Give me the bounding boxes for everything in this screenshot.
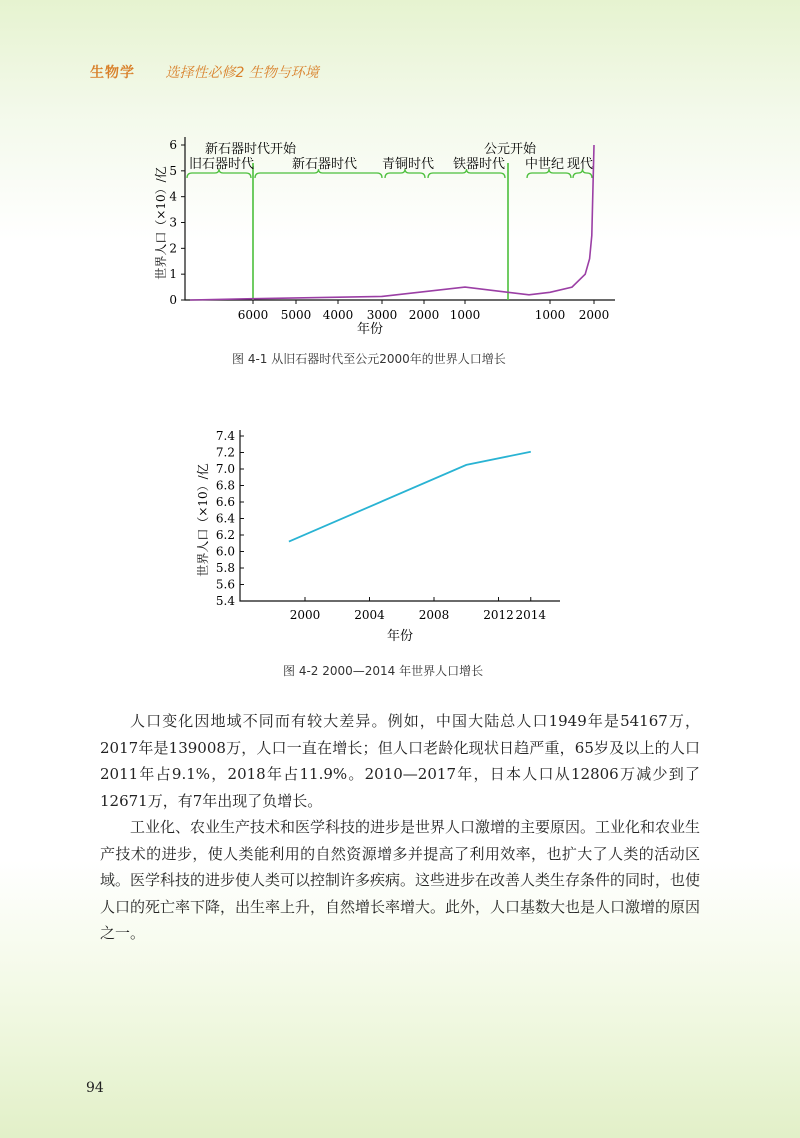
fig1-y-tick-label: 6 bbox=[169, 138, 177, 152]
figure-4-2 bbox=[0, 420, 800, 650]
fig1-y-tick-label: 5 bbox=[169, 163, 177, 178]
figure-4-1-caption: 图 4-1 从旧石器时代至公元2000年的世界人口增长 bbox=[232, 352, 506, 366]
fig2-y-axis-label: 世界人口（×10）/亿 bbox=[196, 463, 210, 577]
fig1-x-ticks bbox=[238, 300, 610, 322]
fig1-y-tick-label: 1 bbox=[169, 267, 177, 282]
era-modern: 现代 bbox=[567, 157, 594, 172]
fig2-population-line bbox=[289, 452, 531, 542]
fig2-y-tick-label: 6.6 bbox=[215, 495, 235, 509]
paragraph: 工业化、农业生产技术和医学科技的进步是世界人口激增的主要原因。工业化和农业生产技术的进步，使人类能利用的自然资源增多并提高了利用效率，也扩大了人类的活动区域。医学科技的进步使人类可以控制许多疾病。这些进步在改善人类生存条件的同时，也使人口的死亡率下降，出生率上升，自然增长率增大。此外，人口基数大也是人口激增的原因之一。 bbox=[100, 818, 701, 942]
fig2-y-tick-label: 6.4 bbox=[215, 511, 235, 526]
era-medieval: 中世纪 bbox=[525, 157, 565, 172]
fig2-y-tick-label: 5.4 bbox=[215, 594, 235, 608]
fig2-y-tick-label: 7.0 bbox=[215, 462, 235, 476]
fig2-y-tick-label: 6.8 bbox=[215, 478, 235, 493]
fig2-x-tick-label: 2012 bbox=[483, 608, 514, 622]
fig1-y-tick-label: 2 bbox=[169, 241, 177, 256]
fig1-y-tick-label: 4 bbox=[169, 189, 177, 204]
fig1-y-axis-label: 世界人口（×10）/亿 bbox=[154, 166, 168, 280]
page-number: 94 bbox=[86, 1080, 104, 1096]
fig1-x-tick-label: 4000 bbox=[322, 308, 354, 322]
fig1-x-tick-label: 5000 bbox=[280, 308, 312, 322]
figure-4-2-caption: 图 4-2 2000—2014 年世界人口增长 bbox=[283, 664, 484, 678]
module-title: 选择性必修2 生物与环境 bbox=[165, 65, 319, 81]
body-text bbox=[100, 708, 700, 947]
fig2-x-tick-label: 2004 bbox=[354, 608, 385, 622]
fig1-x-tick-label: 6000 bbox=[237, 308, 269, 322]
fig1-x-tick-label: 1000 bbox=[449, 308, 481, 322]
era-paleolithic: 旧石器时代 bbox=[189, 157, 255, 172]
paragraph: 人口变化因地域不同而有较大差异。例如，中国大陆总人口1949年是54167万，2017年是139008万，人口一直在增长；但人口老龄化现状日趋严重，65岁及以上的人口2011年占9.1%，2018年占11.9%。2010—2017年，日本人口从12806万减少到了12671万，有7年出现了负增长。 bbox=[100, 712, 700, 810]
fig2-y-tick-label: 6.2 bbox=[215, 528, 235, 542]
fig2-y-tick-label: 5.8 bbox=[215, 561, 235, 575]
fig1-y-tick-label: 3 bbox=[169, 215, 177, 230]
fig2-x-tick-label: 2008 bbox=[418, 608, 450, 622]
fig2-x-axis-label: 年份 bbox=[386, 629, 414, 644]
fig2-y-tick-label: 7.2 bbox=[215, 445, 235, 460]
era-bronze: 青铜时代 bbox=[382, 157, 435, 172]
running-header bbox=[90, 62, 319, 82]
fig1-x-tick-label: 2000 bbox=[408, 308, 440, 322]
fig2-y-tick-label: 7.4 bbox=[215, 429, 235, 443]
fig1-x-tick-label: 3000 bbox=[366, 308, 398, 322]
fig2-x-tick-label: 2000 bbox=[289, 608, 321, 622]
fig1-x-axis-label: 年份 bbox=[356, 322, 384, 337]
era-neolithic: 新石器时代 bbox=[292, 157, 358, 172]
fig2-y-tick-label: 6.0 bbox=[215, 544, 235, 559]
fig1-y-tick-label: 0 bbox=[169, 293, 177, 307]
fig1-x-tick-label: 2000 bbox=[578, 308, 610, 322]
figure-4-1 bbox=[0, 125, 800, 345]
era-iron: 铁器时代 bbox=[453, 157, 506, 172]
subject-title: 生物学 bbox=[90, 65, 135, 81]
fig1-label-ad-start: 公元开始 bbox=[484, 142, 537, 157]
fig1-y-ticks bbox=[169, 138, 185, 307]
fig2-y-tick-label: 5.6 bbox=[215, 577, 235, 592]
fig1-x-tick-label: 1000 bbox=[534, 308, 566, 322]
fig1-label-neolithic-start: 新石器时代开始 bbox=[205, 142, 297, 157]
fig2-x-tick-label: 2014 bbox=[515, 608, 547, 622]
